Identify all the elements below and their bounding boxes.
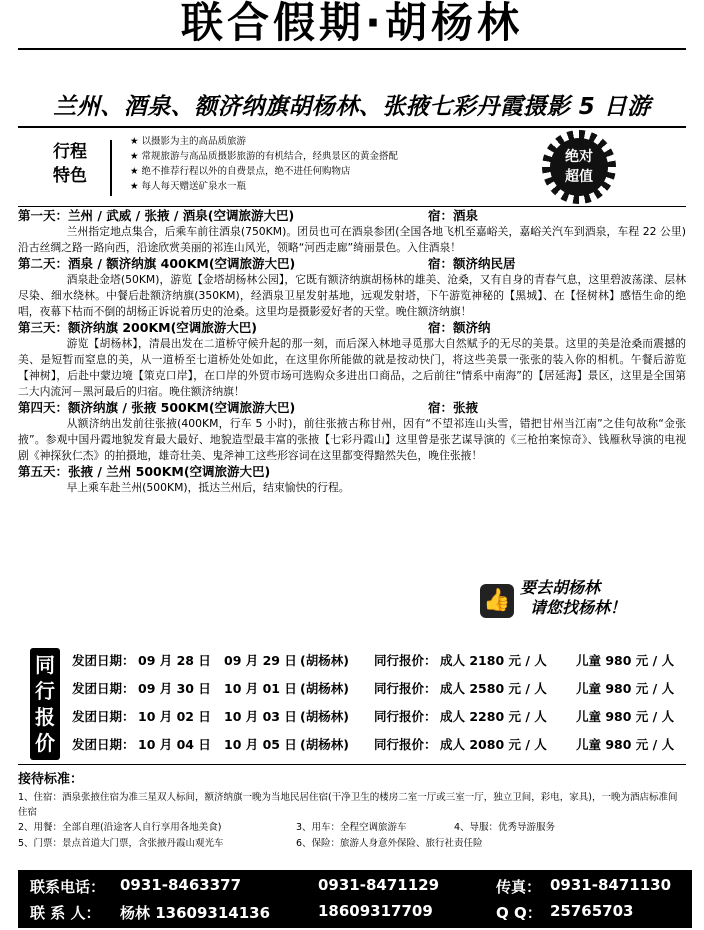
itinerary — [18, 208, 686, 496]
features-label — [40, 140, 100, 188]
price-section — [30, 644, 690, 760]
day-4 — [18, 400, 686, 464]
day-title: 第五天：张掖 / 兰州 500KM(空调旅游大巴) — [18, 464, 271, 479]
depart-label: 发团日期： — [72, 653, 135, 668]
day-heading — [18, 320, 686, 336]
feature-item: ★ 以摄影为主的高品质旅游 — [130, 134, 550, 149]
depart-label: 发团日期： — [72, 709, 135, 724]
day-stay: 宿：额济纳民居 — [428, 256, 516, 271]
day-title: 第三天：额济纳旗 200KM(空调旅游大巴) — [18, 320, 257, 335]
slogan-text — [520, 578, 626, 618]
standard-tickets: 5、门票：景点首道大门票，含张掖丹霞山观光车 — [18, 838, 224, 849]
day-title: 第二天：酒泉 / 额济纳旗 400KM(空调旅游大巴) — [18, 256, 296, 271]
phone-1: 0931-8463377 — [120, 876, 242, 894]
standard-transport: 3、用车：全程空调旅游车 — [296, 822, 407, 833]
day-3 — [18, 320, 686, 400]
tour-tag: (胡杨林) — [300, 737, 349, 752]
day-heading — [18, 400, 686, 416]
features-label-line1: 行程 — [53, 142, 87, 162]
quote-label: 同行报价： — [374, 653, 437, 668]
standards-row — [18, 820, 686, 836]
depart-date-2: 10 月 03 日 — [224, 709, 297, 724]
features-rule — [18, 206, 686, 207]
top-rule — [18, 48, 686, 50]
day-heading — [18, 208, 686, 224]
day-stay: 宿：张掖 — [428, 400, 479, 415]
subtitle: 兰州、酒泉、额济纳旗胡杨林、张掖七彩丹霞摄影 5 日游 — [53, 94, 651, 120]
mobile-2: 18609317709 — [318, 902, 433, 920]
day-title: 第四天：额济纳旗 / 张掖 500KM(空调旅游大巴) — [18, 400, 296, 415]
features-section — [18, 132, 686, 204]
value-badge — [550, 138, 608, 196]
price-label-char: 行 — [35, 679, 55, 703]
depart-label: 发团日期： — [72, 681, 135, 696]
day-stay: 宿：酒泉 — [428, 208, 479, 223]
day-heading — [18, 464, 686, 480]
feature-item: ★ 每人每天赠送矿泉水一瓶 — [130, 179, 550, 194]
quote-label: 同行报价： — [374, 737, 437, 752]
service-standards — [18, 770, 686, 852]
tour-tag: (胡杨林) — [300, 653, 349, 668]
child-price: 儿童 980 元 / 人 — [576, 653, 675, 668]
fax-label: 传真： — [496, 878, 542, 896]
day-description: 从额济纳出发前往张掖(400KM，行车 5 小时)，前往张掖古称甘州，因有“不望祁连山头雪，错把甘州当江南”之佳句故称“金张掖”。参观中国丹霞地貌发育最大最好、地貌造型最丰富的张掖【七彩丹霞山】这里曾是张艺谋导演的《三枪拍案惊奇》、钱雁秋导演的电视剧《神探狄仁杰》的拍摄地，雄奇壮美、鬼斧神工这些形容词在这里都变得黯然失色，晚住张掖！ — [18, 417, 686, 462]
depart-date-1: 10 月 02 日 — [138, 709, 211, 724]
quote-label: 同行报价： — [374, 709, 437, 724]
badge-line2: 超值 — [565, 169, 593, 185]
subtitle-rule — [18, 126, 686, 128]
child-price: 儿童 980 元 / 人 — [576, 709, 675, 724]
slogan-banner — [480, 578, 690, 624]
adult-price: 成人 2180 元 / 人 — [440, 653, 547, 668]
features-label-line2: 特色 — [53, 166, 87, 186]
contact-footer — [18, 870, 692, 928]
phone-2: 0931-8471129 — [318, 876, 440, 894]
fax-number: 0931-8471130 — [550, 876, 672, 894]
standard-insurance: 6、保险：旅游人身意外保险、旅行社责任险 — [296, 838, 483, 849]
day-description: 兰州指定地点集合，后乘车前往酒泉(750KM)。团员也可在酒泉参团(全国各地飞机至嘉峪关，嘉峪关汽车到酒泉，车程 22 公里)沿古丝绸之路一路向西，沿途欣赏美丽的祁连山风光，领略“河西走廊”绮丽景色。入住酒泉！ — [18, 225, 686, 254]
price-label-char: 报 — [35, 705, 55, 729]
day-stay: 宿：额济纳 — [428, 320, 491, 335]
standards-title: 接待标准： — [18, 772, 84, 787]
price-label-char: 价 — [35, 731, 55, 755]
depart-date-2: 10 月 01 日 — [224, 681, 297, 696]
features-list — [130, 134, 550, 194]
day-description: 早上乘车赴兰州(500KM)，抵达兰州后，结束愉快的行程。 — [66, 481, 350, 494]
slogan-line1: 要去胡杨林 — [520, 578, 601, 597]
child-price: 儿童 980 元 / 人 — [576, 737, 675, 752]
depart-date-2: 09 月 29 日 — [224, 653, 297, 668]
day-5 — [18, 464, 686, 496]
day-2 — [18, 256, 686, 320]
headline: 联合假期·胡杨林 — [181, 0, 523, 47]
depart-date-1: 09 月 30 日 — [138, 681, 211, 696]
price-label-char: 同 — [35, 653, 55, 677]
slogan-line2: 请您找杨林！ — [530, 598, 627, 617]
standards-row — [18, 836, 686, 852]
child-price: 儿童 980 元 / 人 — [576, 681, 675, 696]
contact-person-label: 联 系 人： — [30, 904, 101, 922]
depart-date-1: 09 月 28 日 — [138, 653, 211, 668]
price-label — [30, 648, 60, 760]
tour-tag: (胡杨林) — [300, 709, 349, 724]
adult-price: 成人 2080 元 / 人 — [440, 737, 547, 752]
thumbs-up-icon: 👍 — [480, 584, 514, 618]
quote-label: 同行报价： — [374, 681, 437, 696]
feature-item: ★ 绝不推荐行程以外的自费景点，绝不进任何购物店 — [130, 164, 550, 179]
features-divider — [110, 140, 112, 196]
depart-label: 发团日期： — [72, 737, 135, 752]
qq-number: 25765703 — [550, 902, 634, 920]
badge-line1: 绝对 — [565, 149, 593, 165]
depart-date-1: 10 月 04 日 — [138, 737, 211, 752]
standard-meals: 2、用餐：全部自理(沿途客人自行享用各地美食) — [18, 822, 222, 833]
day-description: 游览【胡杨林】，清晨出发在二道桥守候升起的那一刻，而后深入林地寻觅那大自然赋予的无尽的美景。这里的美是沧桑而震撼的美、是短暂而窒息的美，从一道桥至七道桥处处如此，在这里你所能做的就是按动快门，将这些美景一张张的装入你的相机。午餐后游览【神树】，后赴中蒙边境【策克口岸】，在口岸的外贸市场可选购众多进出口商品，之后前往“情系中南海”的【居延海】景区，这里是全国第二大内流河－黑河最后的归宿。晚住额济纳旗！ — [18, 337, 686, 398]
phone-label: 联系电话： — [30, 878, 106, 896]
day-heading — [18, 256, 686, 272]
contact-person: 杨林 13609314136 — [120, 904, 271, 922]
day-title: 第一天：兰州 / 武威 / 张掖 / 酒泉(空调旅游大巴) — [18, 208, 295, 223]
tour-tag: (胡杨林) — [300, 681, 349, 696]
standard-guide: 4、导服：优秀导游服务 — [454, 822, 556, 833]
adult-price: 成人 2580 元 / 人 — [440, 681, 547, 696]
price-rule — [18, 764, 686, 765]
depart-date-2: 10 月 05 日 — [224, 737, 297, 752]
adult-price: 成人 2280 元 / 人 — [440, 709, 547, 724]
day-description: 酒泉赴金塔(50KM)，游览【金塔胡杨林公园】，它既有额济纳旗胡杨林的雄美、沧桑，又有自身的青春气息，这里碧波荡漾、层林尽染、细水绕林。中餐后赴额济纳旗(350KM)，经酒泉卫星发射基地，远观发射塔，下午游览神秘的【黑城】、在【怪树林】感悟生命的绝唱，夜幕下枯而不倒的胡杨正诉说着历史的沧桑。这里均是摄影爱好者的天堂。晚住额济纳旗！ — [18, 273, 686, 318]
standard-accommodation: 1、住宿：酒泉张掖住宿为准三星双人标间，额济纳旗一晚为当地民居住宿(干净卫生的楼房二室一厅或三室一厅，独立卫间，彩电，家具)，一晚为酒店标准间住宿 — [18, 792, 678, 818]
day-1 — [18, 208, 686, 256]
feature-item: ★ 常规旅游与高品质摄影旅游的有机结合，经典景区的黄金搭配 — [130, 149, 550, 164]
qq-label: Q Q： — [496, 904, 542, 922]
